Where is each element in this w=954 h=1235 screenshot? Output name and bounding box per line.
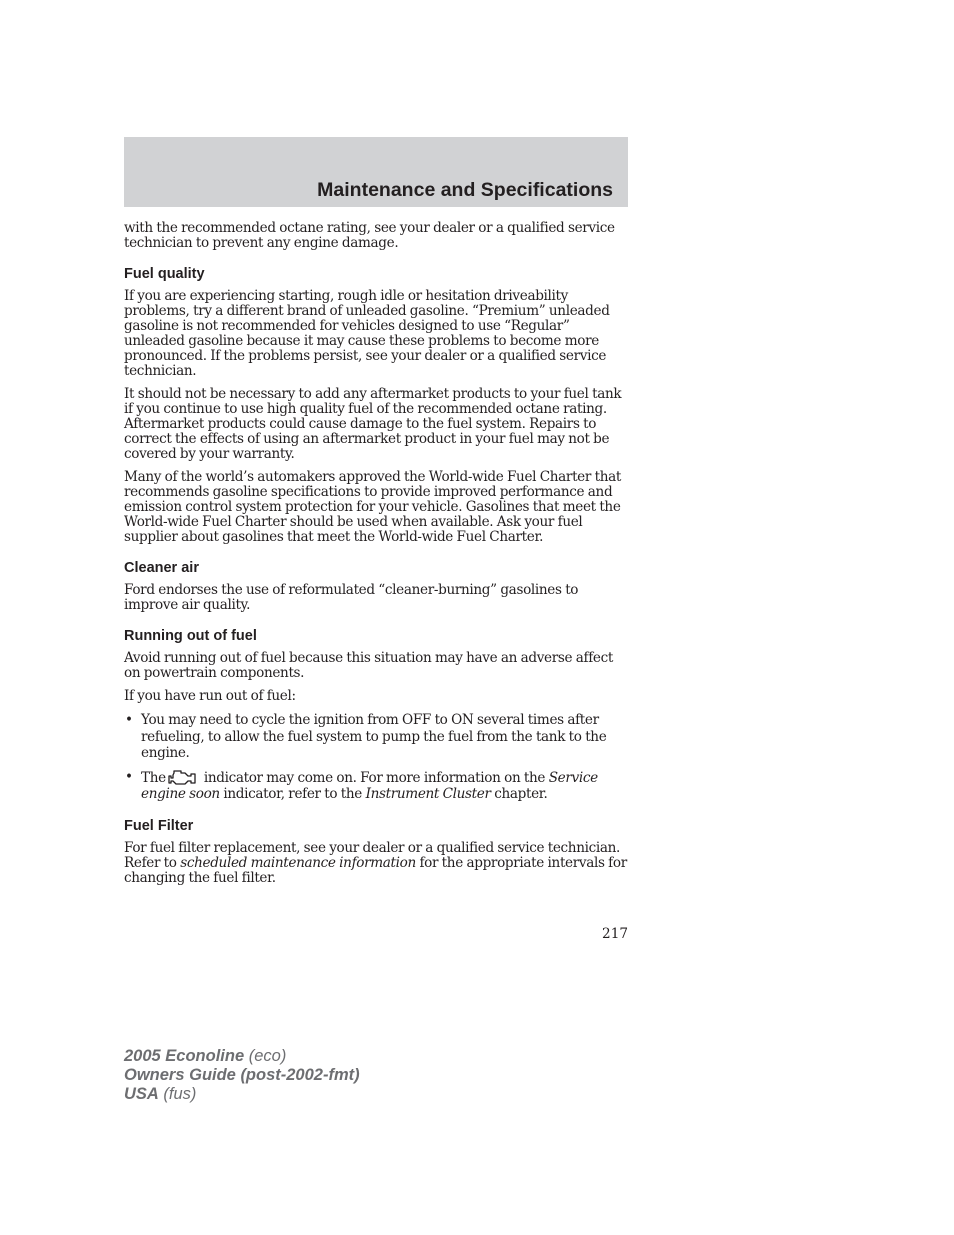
running-out-paragraph-1: Avoid running out of fuel because this situation may have an adverse affect on powertrain components. [124,650,613,681]
footer-line-2 [124,1066,360,1085]
footer-market-code: (fus) [158,1085,197,1103]
bullet-text-indicator: indicator may come on. For more information on the [203,769,549,786]
service-engine-soon-ref: Service engine soon [141,769,598,802]
fuel-filter-text-start: For fuel filter replacement, see your dealer or a qualified service technician. Refer to [124,839,621,871]
fuel-quality-paragraph-1: If you are experiencing starting, rough idle or hesitation driveability problems, try a different brand of unleaded gasoline. “Premium” unleaded gasoline is not recommended for vehicles designed to use “Regular” unleaded gasoline because it may cause these problems to become more pronounced. If the problems persist, see your dealer or a qualified service technician. [124,288,610,379]
bullet-text-the: The [141,769,166,786]
bullet-text-refer: indicator, refer to the [219,786,366,802]
heading-running-out-of-fuel: Running out of fuel [124,628,257,644]
page-number: 217 [602,926,628,942]
running-out-list [124,712,630,803]
running-out-paragraph-2: If you have run out of fuel: [124,688,296,704]
heading-fuel-quality: Fuel quality [124,266,205,282]
footer-market: USA [124,1085,159,1103]
engine-icon [168,769,198,786]
footer-model-code: (eco) [244,1047,287,1065]
instrument-cluster-ref: Instrument Cluster [365,786,491,802]
fuel-filter-text-end: for the appropriate intervals for changing the fuel filter. [124,854,627,886]
bullet-text-cycle-ignition: You may need to cycle the ignition from OFF to ON several times after refueling, to allow the fuel system to pump the fuel from the tank to the engine. [141,712,607,761]
intro-paragraph: with the recommended octane rating, see your dealer or a qualified service technician to prevent any engine damage. [124,220,615,251]
footer-line-3 [124,1085,360,1104]
page-content [124,221,630,894]
fuel-filter-paragraph [124,841,630,886]
footer-model: 2005 Econoline [124,1047,245,1065]
footer-line-1 [124,1047,360,1066]
scheduled-maintenance-ref: scheduled maintenance information [180,854,416,871]
list-item [124,769,630,803]
cleaner-air-paragraph: Ford endorses the use of reformulated “cleaner-burning” gasolines to improve air quality. [124,582,579,613]
section-title: Maintenance and Specifications [317,179,613,201]
heading-fuel-filter: Fuel Filter [124,817,194,834]
bullet-text-chapter: chapter. [490,786,548,802]
bullet: • [125,768,133,785]
section-header-band [124,137,628,207]
document-footer [124,1047,360,1104]
heading-cleaner-air: Cleaner air [124,560,199,576]
fuel-quality-paragraph-2: It should not be necessary to add any aftermarket products to your fuel tank if you continue to use high quality fuel of the recommended octane rating. Aftermarket products could cause damage to the fuel system. Repairs to correct the effects of using an aftermarket product in your fuel may not be covered by your warranty. [124,386,622,462]
bullet: • [125,712,133,728]
fuel-quality-paragraph-3: Many of the world’s automakers approved the World-wide Fuel Charter that recommends gasoline specifications to provide improved performance and emission control system protection for your vehicle. Gasolines that meet the World-wide Fuel Charter should be used when available. Ask your fuel supplier about gasolines that meet the World-wide Fuel Charter. [124,469,621,545]
footer-guide: Owners Guide (post-2002-fmt) [124,1066,360,1084]
list-item [124,712,630,762]
